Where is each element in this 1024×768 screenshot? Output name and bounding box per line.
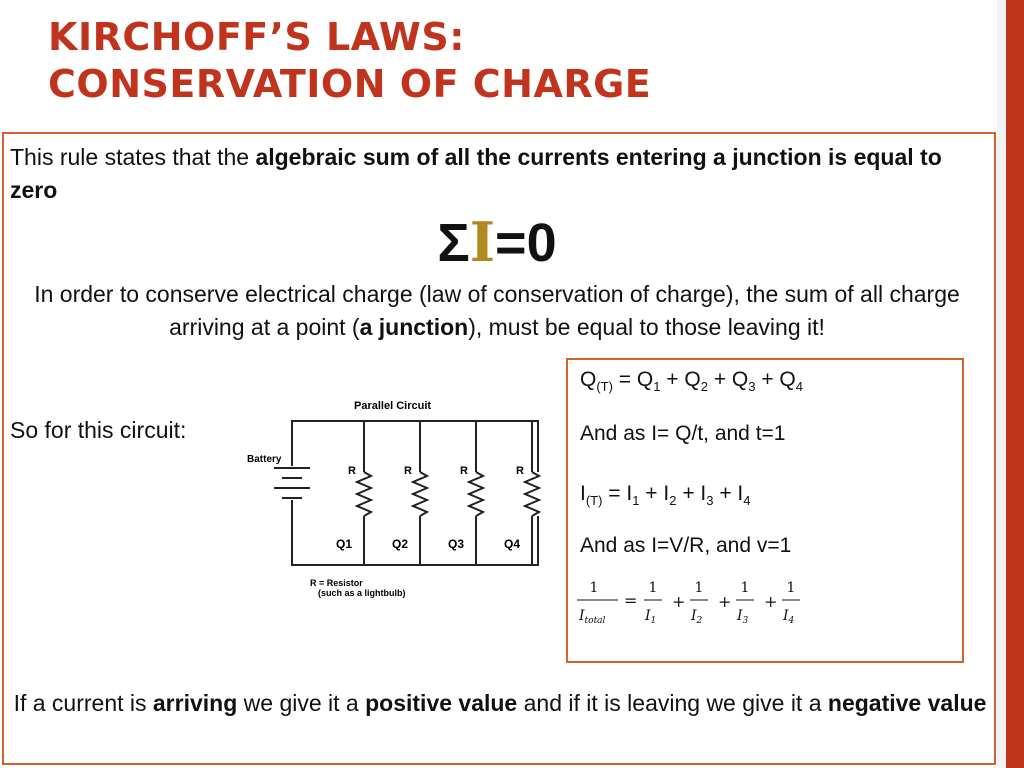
and-as-q-text: And as I= Q/t, and t=1 xyxy=(580,422,786,445)
title-line-1: KIRCHOFF’S LAWS: xyxy=(48,15,465,59)
lhs-numerator: 1 xyxy=(589,580,599,596)
svg-text:+: + xyxy=(718,592,732,611)
term-numerator: 1 xyxy=(694,580,704,596)
footer-bold-arriving: arriving xyxy=(152,690,238,716)
footer-bold-negative: negative value xyxy=(827,690,987,716)
resistor-label: R xyxy=(348,465,356,477)
parallel-circuit-diagram xyxy=(230,394,550,606)
footer-part-3: and if it is leaving we give it a xyxy=(517,690,828,716)
and-as-v-text: And as I=V/R, and v=1 xyxy=(580,534,792,557)
legend-line-1: R = Resistor xyxy=(310,578,363,588)
term-numerator: 1 xyxy=(740,580,750,596)
term-numerator: 1 xyxy=(648,580,658,596)
term-denominator: $I_2$ xyxy=(691,608,703,626)
right-accent-bar xyxy=(1006,0,1024,768)
term-denominator: $I_4$ xyxy=(783,608,795,626)
footer-bold-positive: positive value xyxy=(365,690,518,716)
q-total-equation: $Q_{(T)} = Q_1 + Q_2 + Q_3 + Q_4$ xyxy=(580,368,804,395)
resistor-label: R xyxy=(404,465,412,477)
charge-label-3: Q3 xyxy=(448,537,465,551)
intro-text xyxy=(10,141,960,207)
i-total-equation: $I_{(T)} = I_1 + I_2 + I_3 + I_4$ xyxy=(580,482,751,509)
svg-text:+: + xyxy=(764,592,778,611)
lhs-denominator: $I_{total}$ xyxy=(579,608,606,626)
footer-part-2: we give it a xyxy=(237,690,366,716)
title-line-2: CONSERVATION OF CHARGE xyxy=(48,62,652,106)
term-numerator: 1 xyxy=(786,580,796,596)
footer-text xyxy=(8,687,992,720)
circuit-title: Parallel Circuit xyxy=(354,400,432,412)
term-denominator: $I_1$ xyxy=(645,608,657,626)
slide-title xyxy=(48,14,651,108)
charge-label-2: Q2 xyxy=(392,537,409,551)
battery-label: Battery xyxy=(247,454,282,465)
so-for-label: So for this circuit: xyxy=(10,417,187,443)
current-symbol: I xyxy=(469,210,496,274)
sigma-symbol: Σ xyxy=(437,213,470,273)
legend-line-2: (such as a lightbulb) xyxy=(318,588,406,598)
footer-part-1: If a current is xyxy=(13,690,153,716)
svg-text:+: + xyxy=(672,592,686,611)
charge-label-4: Q4 xyxy=(504,537,521,551)
intro-plain: This rule states that the xyxy=(10,144,256,170)
term-denominator: $I_3$ xyxy=(737,608,749,626)
reciprocal-equation xyxy=(574,576,804,636)
svg-text:=: = xyxy=(624,591,638,610)
para-part-1: In order to conserve electrical charge (law of conservation of charge), the sum of all charge arriving at a point ( xyxy=(34,281,960,340)
right-edge-gap xyxy=(997,0,1006,768)
resistor-label: R xyxy=(460,465,468,477)
charge-label-1: Q1 xyxy=(336,537,353,551)
conservation-paragraph xyxy=(20,278,974,344)
intro-bold: algebraic sum of all the currents entering a junction is equal to zero xyxy=(10,144,942,203)
sum-formula xyxy=(0,210,994,275)
formula-equals: =0 xyxy=(495,213,557,273)
para-bold: a junction xyxy=(359,314,469,340)
resistor-label: R xyxy=(516,465,524,477)
para-part-2: ), must be equal to those leaving it! xyxy=(468,314,825,340)
